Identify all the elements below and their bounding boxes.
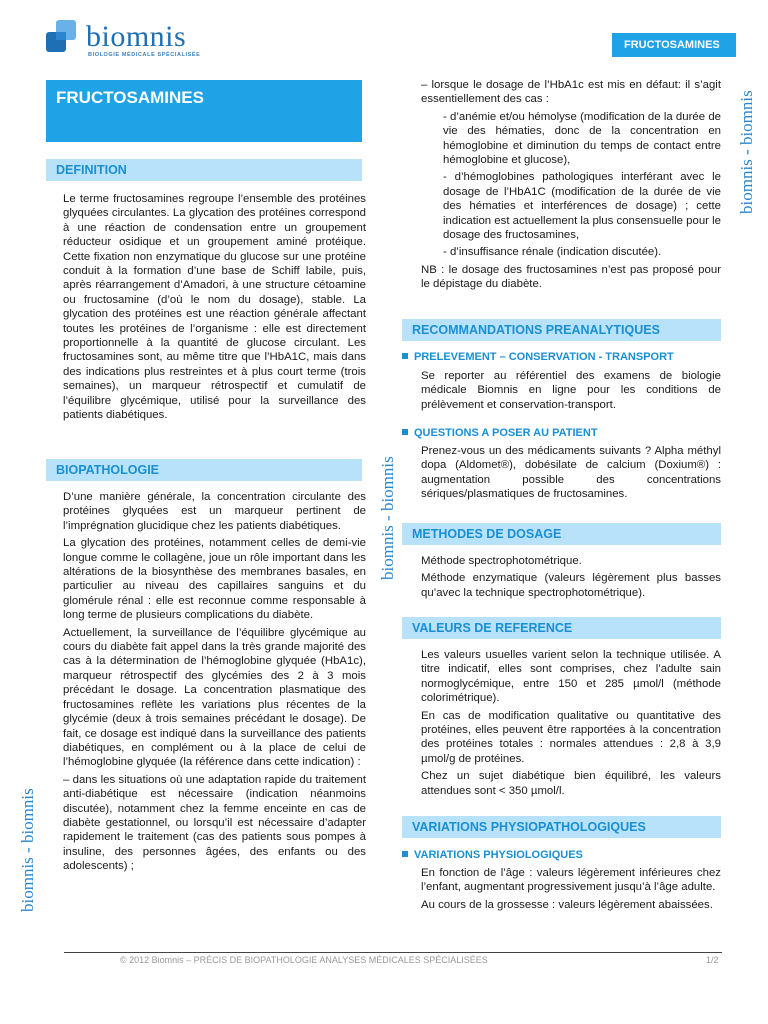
watermark-right: biomnis - biomnis bbox=[737, 90, 756, 214]
square-bullet-icon bbox=[402, 353, 408, 359]
biopathologie-p2: La glycation des protéines, notamment celles de demi-vie longue comme le collagène, joue un rôle important dans les altérations de la biosynthèse des membranes basales, en particulier au niveau des capillaires sanguins et du glomérule rénal : elle est reconnue comme responsable à long terme de plusieurs complications du diabète. bbox=[63, 537, 366, 622]
section-methodes-heading: METHODES DE DOSAGE bbox=[402, 523, 721, 545]
footer-divider bbox=[64, 952, 722, 953]
square-bullet-icon bbox=[402, 851, 408, 857]
title-block bbox=[46, 80, 362, 142]
page-title: FRUCTOSAMINES bbox=[56, 88, 204, 107]
valeurs-p3: Chez un sujet diabétique bien équilibré, les valeurs attendues sont < 350 µmol/l. bbox=[421, 770, 721, 797]
watermark-center: biomnis - biomnis bbox=[378, 456, 397, 580]
logo-icon bbox=[44, 16, 84, 56]
methodes-p1: Méthode spectrophotométrique. bbox=[421, 555, 582, 567]
methodes-text bbox=[421, 554, 721, 603]
section-valeurs-heading: VALEURS DE REFERENCE bbox=[402, 617, 721, 639]
header-tab: FRUCTOSAMINES bbox=[612, 33, 736, 57]
variations-p2: Au cours de la grossesse : valeurs légèrement abaissées. bbox=[421, 898, 713, 911]
variations-p1: En fonction de l’âge : valeurs légèrement inférieures chez l’enfant, augmentant progressivement jusqu’à l’âge adulte. bbox=[421, 867, 721, 894]
questions-text: Prenez-vous un des médicaments suivants ? Alpha méthyl dopa (Aldomet®), dobésilate de calcium (Doxium®) : augmentation possible des concentrations sériques/plasmatiques de fructosamines. bbox=[421, 445, 721, 501]
logo-name: biomnis bbox=[86, 20, 187, 53]
nb-note: NB : le dosage des fructosamines n’est pas proposé pour le dépistage du diabète. bbox=[421, 263, 721, 291]
valeurs-text bbox=[421, 648, 721, 801]
right-intro: – lorsque le dosage de l’HbA1c est mis en défaut: il s’agit essentiellement des cas : bbox=[421, 79, 721, 106]
biopathologie-p3: Actuellement, la surveillance de l’équilibre glycémique au cours du diabète fait appel dans la très grande majorité des cas à la détermination de l’hémoglobine glyquée (HbA1c), marqueur rétrospectif des glycémies des 2 à 3 mois précédant le dosage. La concentration plasmatique des fructosamines reflète les variations plus récentes de la glycémie (deux à trois semaines précédant le dosage). De fait, ce dosage est indiqué dans la surveillance des patients diabétiques, en complément ou à la place de celui de l’hémoglobine glyquée (la référence dans cette indication) : bbox=[63, 626, 366, 769]
valeurs-p1: Les valeurs usuelles varient selon la technique utilisée. A titre indicatif, elles sont comprises, chez l’adulte sain normoglycémique, entre 150 et 285 µmol/l (méthode colorimétrique). bbox=[421, 649, 721, 705]
section-definition-heading: DEFINITION bbox=[46, 159, 362, 181]
section-biopathologie-heading: BIOPATHOLOGIE bbox=[46, 459, 362, 481]
sub-variations-physiologiques: VARIATIONS PHYSIOLOGIQUES bbox=[402, 849, 583, 861]
watermark-left: biomnis - biomnis bbox=[18, 788, 37, 912]
list-item: - d’insuffisance rénale (indication discutée). bbox=[443, 246, 662, 259]
variations-text bbox=[421, 866, 721, 915]
right-top-text bbox=[421, 78, 721, 295]
list-item: - d’hémoglobines pathologiques interférant avec le dosage de l’HbA1C (modification de la durée de vie des hématies et interférences de dosage) ; cette indication est actuellement la plus consensuelle pour le dosage des fructosamines, bbox=[443, 171, 721, 242]
footer-copyright: © 2012 Biomnis – PRÉCIS DE BIOPATHOLOGIE ANALYSES MÉDICALES SPÉCIALISÉES bbox=[120, 955, 488, 965]
sub-prelevement: PRELEVEMENT – CONSERVATION - TRANSPORT bbox=[402, 351, 674, 363]
indication-list bbox=[421, 110, 721, 260]
biopathologie-p1: D’une manière générale, la concentration circulante des protéines glyquées est un marqueur pertinent de l’imprégnation glucidique chez les patients diabétiques. bbox=[63, 491, 366, 532]
section-variations-heading: VARIATIONS PHYSIOPATHOLOGIQUES bbox=[402, 816, 721, 838]
definition-text: Le terme fructosamines regroupe l’ensemble des protéines glyquées circulantes. La glycation des protéines correspond à une réaction de condensation entre un groupement réducteur osidique et un groupement aminé protéique. Cette fixation non enzymatique du glucose sur une protéine conduit à la formation d’une base de Schiff labile, puis, après réarrangement d’Amadori, à une structure cétoamine ou fructosamine (d’où le nom du dosage), stable. La glycation des protéines est une réaction générale affectant toutes les protéines de l’organisme : elle est directement proportionnelle à la quantité de glucose circulant. Les fructosamines sont, au même titre que l’HbA1C, mais dans des indications plus restreintes et à plus court terme (trois semaines), un marqueur rétrospectif et cumulatif de l’équilibre glycémique, utilisé pour la surveillance des patients diabétiques. bbox=[63, 193, 366, 422]
methodes-p2: Méthode enzymatique (valeurs légèrement plus basses qu’avec la technique spectrophotométrique). bbox=[421, 572, 721, 599]
page-number: 1/2 bbox=[706, 955, 719, 965]
prelevement-text: Se reporter au référentiel des examens de biologie médicale Biomnis en ligne pour les conditions de prélèvement et conservation-transport. bbox=[421, 370, 721, 411]
square-bullet-icon bbox=[402, 429, 408, 435]
biopathologie-text bbox=[63, 490, 366, 877]
logo-subtitle: BIOLOGIE MÉDICALE SPÉCIALISÉE bbox=[88, 52, 201, 58]
biopathologie-p4: – dans les situations où une adaptation rapide du traitement anti-diabétique est nécessaire (indication néanmoins discutée), notamment chez la femme enceinte en cas de diabète gestationnel, ou lorsqu’il est nécessaire d’adapter rapidement le traitement (cas des patients sous pompes à insuline, des personnes âgées, des enfants ou des adolescents) ; bbox=[63, 773, 366, 873]
list-item: - d’anémie et/ou hémolyse (modification de la durée de vie des hématies, donc de la concentration en hémoglobine et diminution du temps de contact entre hémoglobine et glucose), bbox=[443, 110, 721, 167]
valeurs-p2: En cas de modification qualitative ou quantitative des protéines, elles peuvent être rapportées à la concentration des protéines totales : normales attendues : 2,8 à 3,9 µmol/g de protéines. bbox=[421, 709, 721, 765]
section-preanalytiques-heading: RECOMMANDATIONS PREANALYTIQUES bbox=[402, 319, 721, 341]
sub-questions: QUESTIONS A POSER AU PATIENT bbox=[402, 427, 598, 439]
